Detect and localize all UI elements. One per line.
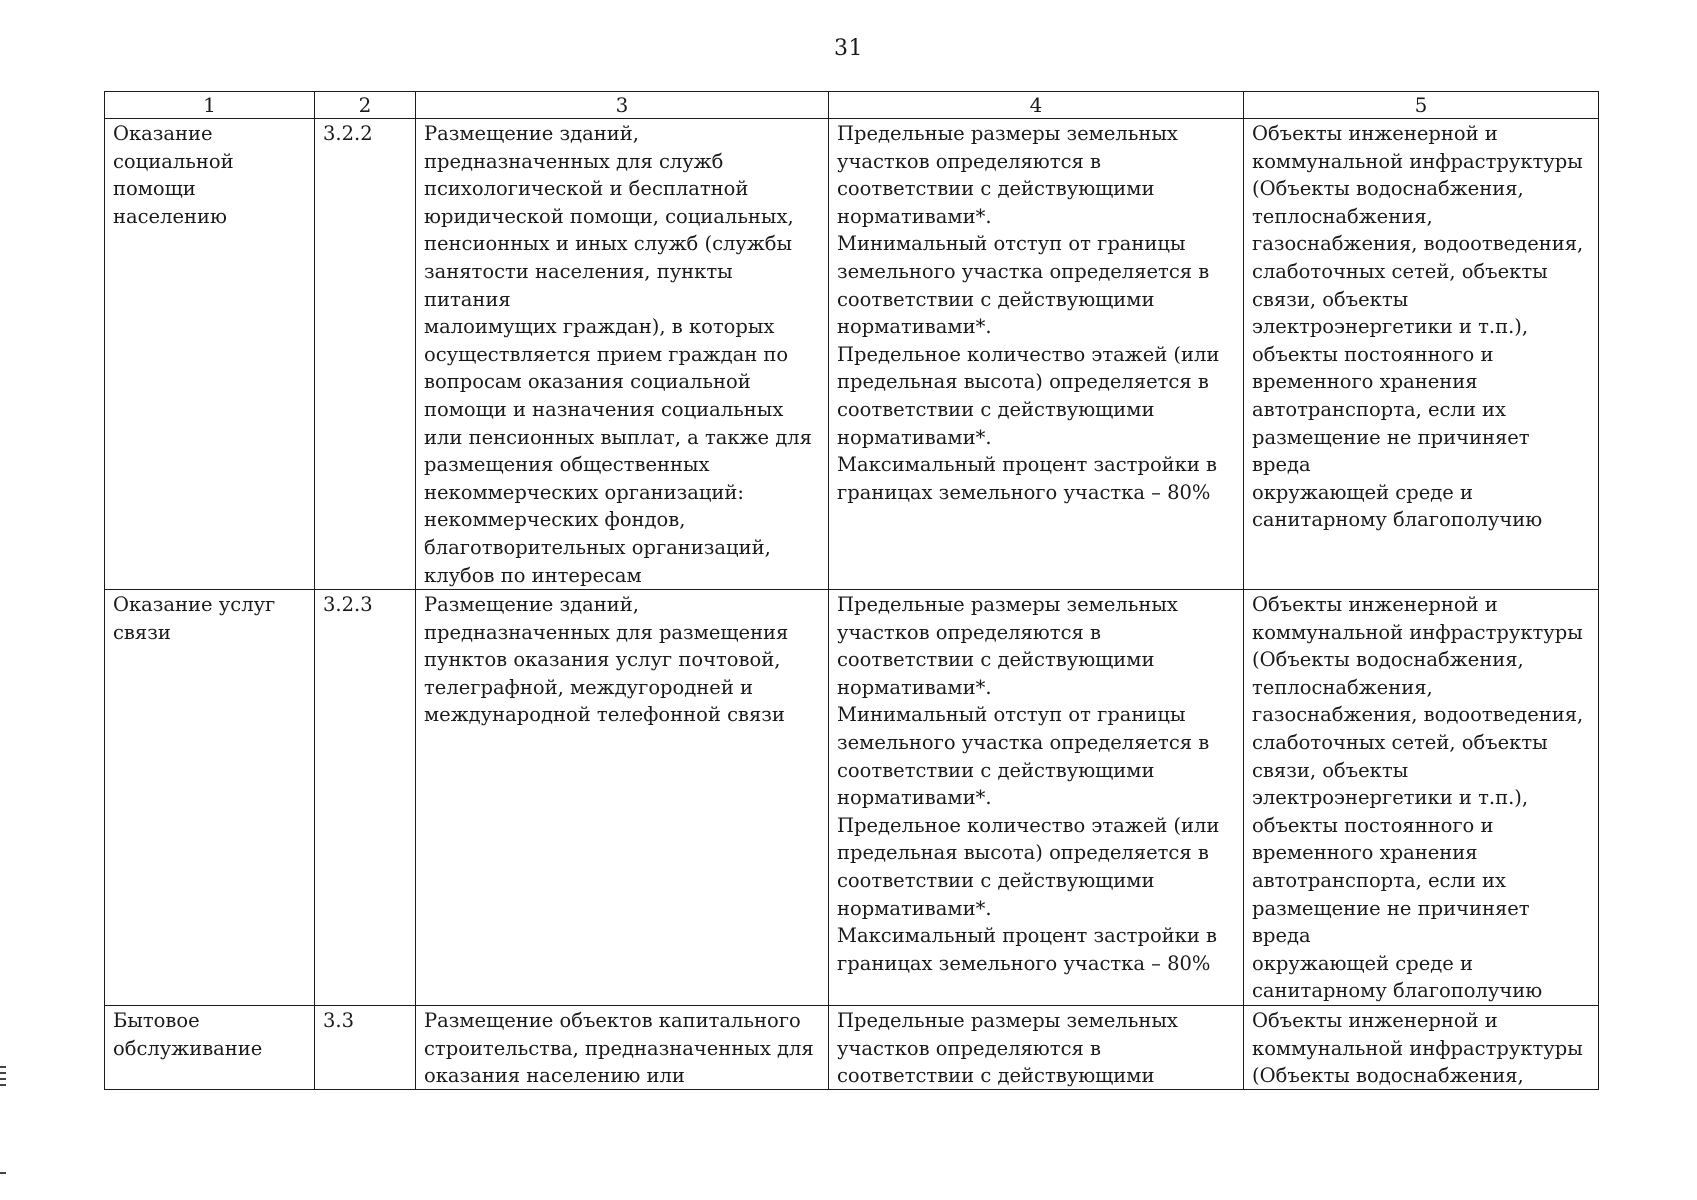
parameters-cell <box>829 1006 1244 1090</box>
scan-margin-mark <box>0 1172 6 1174</box>
use-name-text: Бытовое обслуживание <box>113 1009 263 1060</box>
use-description-cell: Размещение зданий, предназначенных для служб психологической и бесплатной юридической помощи, социальных, пенсионных и иных служб (службы занятости населения, пункты питания малоимущих граждан), в которых осуществляется прием граждан по вопросам оказания социальной помощи и назначения социальных или пенсионных выплат, а также для размещения общественных некоммерческих организаций: некоммерческих фондов, благотворительных организаций, клубов по интересам <box>416 119 829 590</box>
table-header-row <box>105 92 1599 119</box>
use-description-cell: Размещение зданий, предназначенных для размещения пунктов оказания услуг почтовой, телеграфной, междугородней и международной телефонной связи <box>416 590 829 1006</box>
parameters-cell: Предельные размеры земельных участков определяются в соответствии с действующими нормативами*. Минимальный отступ от границы земельного участка определяется в соответствии с действующими нормативами*. Предельное количество этажей (или предельная высота) определяется в соответствии с действующими нормативами*. Максимальный процент застройки в границах земельного участка – 80% <box>829 119 1244 590</box>
use-code-cell: 3.2.3 <box>315 590 416 1006</box>
page-number: 31 <box>834 36 863 61</box>
use-name-cell <box>105 1006 315 1090</box>
parameters-text: Предельные размеры земельных участков определяются в соответствии с действующими <box>837 1009 1178 1088</box>
use-name-cell: Оказание услуг связи <box>105 590 315 1006</box>
use-code-cell <box>315 1006 416 1090</box>
table-row <box>105 119 1599 590</box>
use-code-cell: 3.2.2 <box>315 119 416 590</box>
scan-margin-mark <box>0 1066 6 1068</box>
auxiliary-uses-cell: Объекты инженерной и коммунальной инфраструктуры (Объекты водоснабжения, теплоснабжения, газоснабжения, водоотведения, слаботочных сетей, объекты связи, объекты электроэнергетики и т.п.), объекты постоянного и временного хранения автотранспорта, если их размещение не причиняет вреда окружающей среде и санитарному благополучию <box>1244 119 1599 590</box>
auxiliary-uses-text: Объекты инженерной и коммунальной инфраструктуры (Объекты водоснабжения, <box>1252 1009 1583 1088</box>
column-header-5: 5 <box>1244 92 1599 119</box>
scan-margin-mark <box>0 1072 6 1074</box>
column-header-2: 2 <box>315 92 416 119</box>
table-row <box>105 1006 1599 1090</box>
use-description-cell <box>416 1006 829 1090</box>
auxiliary-uses-cell: Объекты инженерной и коммунальной инфраструктуры (Объекты водоснабжения, теплоснабжения, газоснабжения, водоотведения, слаботочных сетей, объекты связи, объекты электроэнергетики и т.п.), объекты постоянного и временного хранения автотранспорта, если их размещение не причиняет вреда окружающей среде и санитарному благополучию <box>1244 590 1599 1006</box>
parameters-cell: Предельные размеры земельных участков определяются в соответствии с действующими нормативами*. Минимальный отступ от границы земельного участка определяется в соответствии с действующими нормативами*. Предельное количество этажей (или предельная высота) определяется в соответствии с действующими нормативами*. Максимальный процент застройки в границах земельного участка – 80% <box>829 590 1244 1006</box>
column-header-4: 4 <box>829 92 1244 119</box>
scan-margin-mark <box>0 1078 6 1080</box>
scan-margin-mark <box>0 1084 6 1086</box>
use-description-text: Размещение объектов капитального строительства, предназначенных для оказания населению или <box>424 1009 814 1088</box>
column-header-3: 3 <box>416 92 829 119</box>
land-use-regulations-table <box>104 91 1599 1090</box>
auxiliary-uses-cell <box>1244 1006 1599 1090</box>
column-header-1: 1 <box>105 92 315 119</box>
use-name-cell: Оказание социальной помощи населению <box>105 119 315 590</box>
table-row <box>105 590 1599 1006</box>
use-code-text: 3.3 <box>323 1009 355 1032</box>
